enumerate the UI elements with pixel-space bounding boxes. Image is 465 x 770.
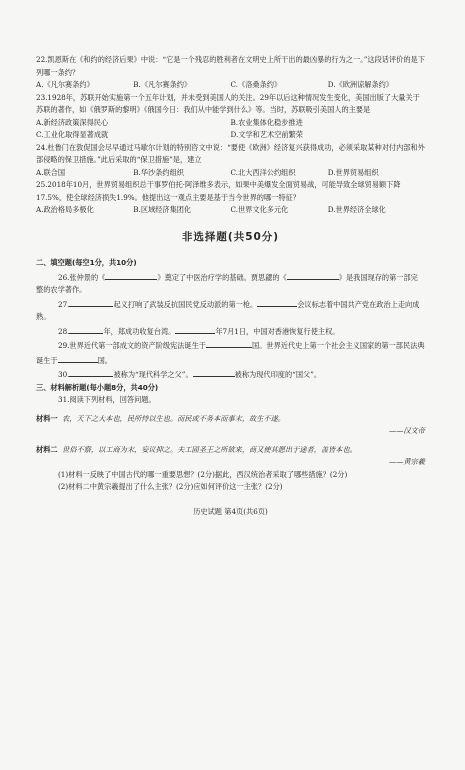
question-29: 29.世界近代第一部成文的资产阶级宪法诞生于 国。世界近代史上第一个社会主义国家的第一部民法典诞生于 国。 <box>36 338 425 367</box>
option-c: C.世界文化多元化 <box>230 205 289 214</box>
material-text: 世俗不察，以工商为末，妄议抑之。夫工固圣王之所欲来，商又使其愿出于途者，盖皆本也。 <box>62 444 357 454</box>
fill-in-heading: 二、填空题(每空1分，共10分) <box>36 258 137 267</box>
question-stem: 22.凯恩斯在《和约的经济后果》中说：“它是一个残忍的胜利者在文明史上所干出的最凶暴的行为之一。”这段话评价的是下列哪一条约？ <box>36 55 425 77</box>
answer-blank[interactable] <box>69 367 113 377</box>
question-28: 28. 年，郑成功收复台湾。 年7月1日，中国对香港恢复行使主权。 <box>36 324 425 339</box>
option-b: B.区域经济集团化 <box>133 205 192 214</box>
section-title: 非选择题(共50分) <box>181 230 280 243</box>
option-a: A.联合国 <box>36 167 66 177</box>
answer-blank[interactable] <box>69 297 113 307</box>
material-label: 材料一 <box>36 413 58 423</box>
analysis-heading: 三、材料解析题(每小题8分，共40分) <box>36 382 159 392</box>
option-c: C.《洛桑条约》 <box>230 80 282 89</box>
material-source: ——汉文帝 <box>389 426 425 435</box>
material-source: ——黄宗羲 <box>389 457 425 466</box>
option-d: D.《欧洲谅解条约》 <box>327 80 394 89</box>
option-c: C.工业化取得显著成就 <box>36 130 109 139</box>
material-two <box>36 444 425 457</box>
answer-blank[interactable] <box>257 297 297 307</box>
option-d: D.文学和艺术空前繁荣 <box>230 130 303 139</box>
sub-question-2: (2)材料二中黄宗羲提出了什么主张？(2分)应如何评价这一主张？(2分) <box>58 482 283 491</box>
question-stem: 25.2018年10月，世界贸易组织总干事罗伯托·阿泽维多表示，如果中美爆发全面贸易战，可能导致全球贸易额下降17.5%，使全球经济损失1.9%。他提出这一观点主要是基于当今世界的哪一特征？ <box>36 180 401 202</box>
answer-blank[interactable] <box>175 324 215 334</box>
question-22 <box>36 54 425 92</box>
material-text: 农，天下之大本也，民所恃以生也。而民或不务本而事末，故生不遂。 <box>62 413 285 423</box>
page-footer: 历史试题 第4页(共6页) <box>193 506 268 516</box>
fill-in-section <box>36 257 425 382</box>
answer-blank[interactable] <box>58 353 98 363</box>
option-c: C.北大西洋公约组织 <box>230 167 296 177</box>
answer-blank[interactable] <box>206 338 252 348</box>
material-one <box>36 413 425 426</box>
material-label: 材料二 <box>36 444 58 454</box>
question-23 <box>36 92 425 142</box>
option-d: D.世界经济全球化 <box>327 205 386 214</box>
answer-blank[interactable] <box>69 324 103 334</box>
options-grid <box>36 117 425 142</box>
option-a: A.《凡尔赛条约》 <box>36 80 94 89</box>
option-d: D.世界贸易组织 <box>327 167 379 177</box>
question-26: 26.张仲景的《 》奠定了中医治疗学的基础。贾思勰的《 》是我国现存的第一部完整的农学著作。 <box>36 270 425 297</box>
question-30: 30. 被称为“现代科学之父”。 被称为现代印度的“国父”。 <box>36 367 425 382</box>
answer-blank[interactable] <box>287 270 339 280</box>
option-a: A.政治格局多极化 <box>36 205 94 214</box>
option-b: B.农业集体化稳步推进 <box>230 117 303 127</box>
question-stem: 23.1928年，苏联开始实施第一个五年计划，并未受到美国人的关注。29年以后这种情况发生变化，美国出版了大量关于苏联的著作，如《俄罗斯的黎明》《俄国今日：我们从中能学到什么》等。当时，苏联吸引美国人的主要是 <box>36 92 420 114</box>
sub-question-1: (1)材料一反映了中国古代的哪一重要思想？(2分)据此，西汉统治者采取了哪些措施？(2分) <box>58 469 348 479</box>
question-31: 31.阅读下列材料，回答问题。 <box>58 395 156 404</box>
option-b: B.华沙条约组织 <box>133 167 184 177</box>
question-27: 27. 起义打响了武装反抗国民党反动派的第一枪。 会议标志着中国共产党在政治上走向成熟。 <box>36 297 425 324</box>
answer-blank[interactable] <box>193 367 235 377</box>
option-a: A.新经济政策深得民心 <box>36 117 109 127</box>
question-24 <box>36 142 425 180</box>
options-row <box>36 167 425 180</box>
options-row <box>36 79 425 92</box>
options-row <box>36 204 425 217</box>
answer-blank[interactable] <box>105 270 157 280</box>
question-25 <box>36 179 425 217</box>
option-b: B.《凡尔赛条约》 <box>133 80 192 89</box>
analysis-section <box>36 382 425 494</box>
question-stem: 24.杜鲁门在敦促国会尽早通过马歇尔计划的特别咨文中说：“要使《欧洲》经济复兴获得成功，必须采取某种对付内部和外部侵略的保卫措施。”此后采取的“保卫措施”是，建立 <box>36 142 425 164</box>
